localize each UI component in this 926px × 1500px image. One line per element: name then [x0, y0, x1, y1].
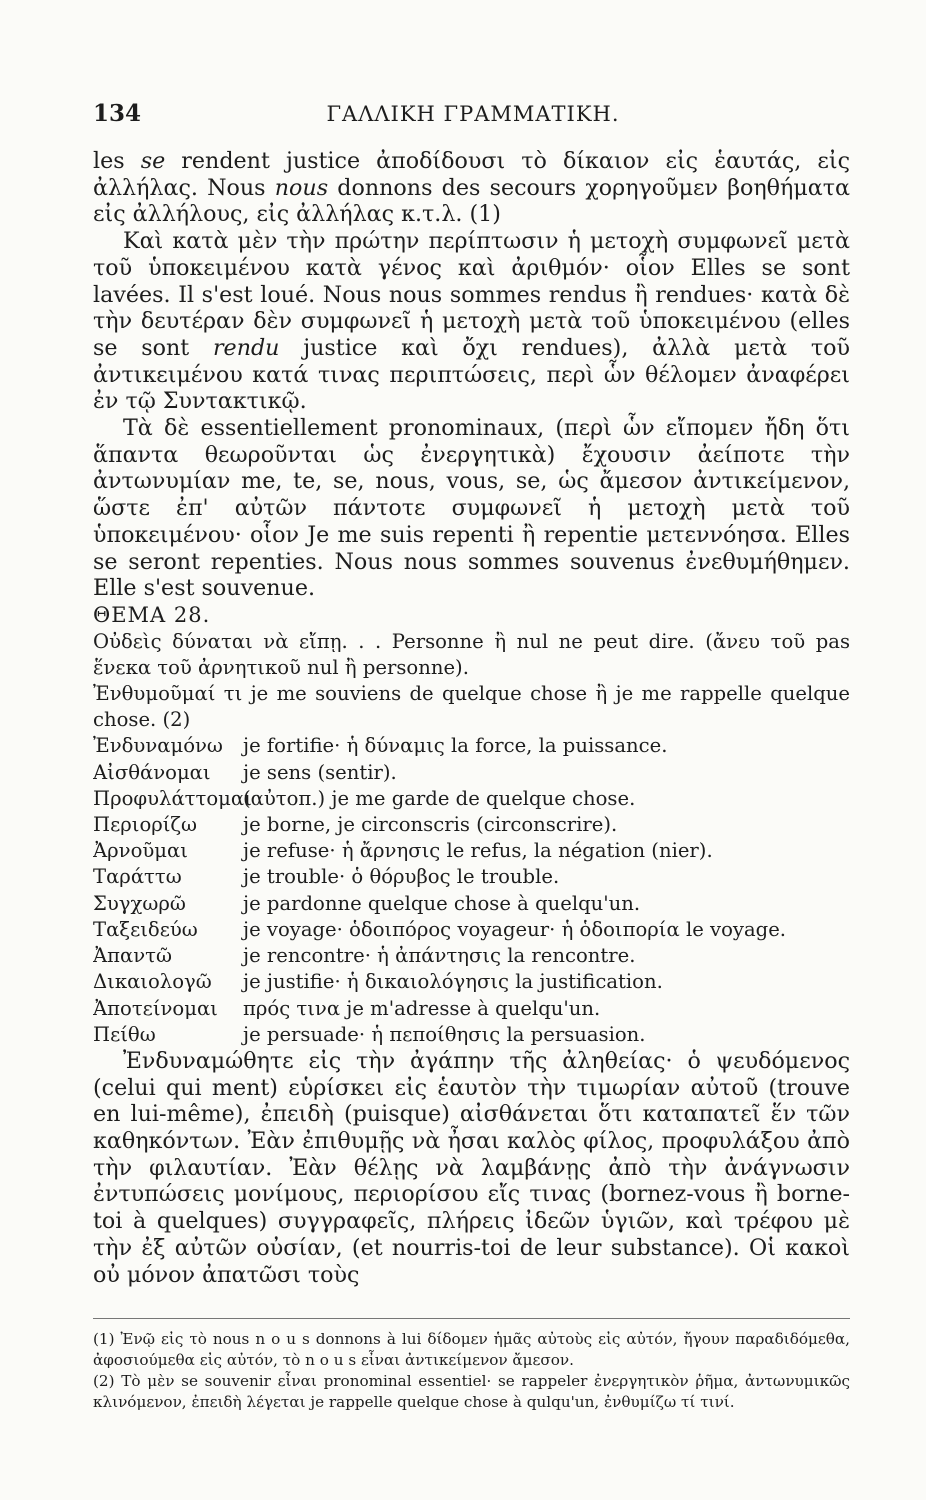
vocabulary-section — [93, 629, 850, 1048]
text-run: Τὰ δὲ essentiellement pronominaux, (περὶ ὧν εἴπομεν ἤδη ὅτι ἅπαντα θεωροῦνται ὡς ἐνεργητικὰ) ἔχουσιν ἀείποτε τὴν ἀντωνυμίαν me, te, se, nous, vous, se, ὡς ἄμεσον ἀντικείμενον, ὥστε ἐπ' αὐτῶν πάντοτε συμφωνεῖ ἡ μετοχὴ μετὰ τοῦ ὑποκειμένου· οἷον Je me suis repenti ἢ repentie μετεννόησα. Elles se seront repenties. Nous nous sommes souvenus ἐνεθυμήθημεν. Elle s'est souvenue. — [93, 415, 850, 602]
text-run: rendent justice ἀποδίδουσι τὸ δίκαιον εἰς ἑαυτάς, εἰς ἀλλήλας. Nous — [93, 148, 850, 201]
greek-term: Ἐνδυναμόνω — [93, 734, 223, 758]
text-run: justice καὶ ὄχι rendues), ἀλλὰ μετὰ τοῦ ἀντικειμένου κατά τινας περιπτώσεις, περὶ ὧν θέλομεν ἀναφέρει ἐν τῷ Συντακτικῷ. — [93, 334, 850, 415]
greek-term: Ἀποτείνομαι — [93, 996, 218, 1020]
greek-term: Ταξειδεύω — [93, 917, 198, 941]
page-number: 134 — [93, 100, 142, 127]
french-gloss: (αὐτοπ.) je me garde de quelque chose. — [243, 786, 636, 810]
greek-term: Ἀπαντῶ — [93, 944, 172, 968]
vocabulary-entry — [93, 733, 850, 759]
greek-term: Δικαιολογῶ — [93, 970, 212, 994]
french-gloss: πρός τινα je m'adresse à quelqu'un. — [243, 996, 601, 1020]
italic-word: nous — [274, 174, 329, 201]
french-gloss: je trouble· ὁ θόρυβος le trouble. — [243, 865, 560, 889]
theme-intro-line: Οὐδεὶς δύναται νὰ εἴπῃ. . . Personne ἢ nul ne peut dire. (ἄνευ τοῦ pas ἕνεκα τοῦ ἀρνητικοῦ nul ἢ personne). — [93, 629, 850, 679]
greek-term: Ταράττω — [93, 865, 182, 889]
french-gloss: je persuade· ἡ πεποίθησις la persuasion. — [243, 1022, 646, 1046]
text-run: donnons des secours χορηγοῦμεν βοηθήματα εἰς ἀλλήλους, εἰς ἀλλήλας κ.τ.λ. (1) — [93, 174, 850, 228]
vocabulary-entry — [93, 891, 850, 917]
theme-intro-line: Ἐνθυμοῦμαί τι je me souviens de quelque chose ἢ je me rappelle quelque chose. (2) — [93, 682, 850, 732]
paragraph — [93, 415, 850, 602]
french-gloss: je sens (sentir). — [243, 760, 397, 784]
footnote: (2) Τὸ μὲν se souvenir εἶναι pronominal essentiel· se rappeler ἐνεργητικὸν ῥῆμα, ἀντωνυμικῶς κλινόμενον, ἐπειδὴ λέγεται je rappelle quelque chose à qulqu'un, ἐνθυμίζω τί τινί. — [93, 1372, 850, 1411]
paragraph — [93, 148, 850, 228]
vocabulary-entry — [93, 786, 850, 812]
vocabulary-entry — [93, 760, 850, 786]
greek-term: Συγχωρῶ — [93, 891, 186, 915]
italic-word: se — [140, 148, 166, 174]
vocabulary-entry — [93, 838, 850, 864]
vocabulary-entry — [93, 969, 850, 995]
french-gloss: je fortifie· ἡ δύναμις la force, la puissance. — [243, 734, 668, 758]
page-header — [93, 100, 853, 140]
greek-term: Ἀρνοῦμαι — [93, 839, 188, 863]
vocabulary-entry — [93, 864, 850, 890]
greek-term: Αἰσθάνομαι — [93, 760, 211, 784]
theme-title: ΘΕΜΑ 28. — [93, 602, 211, 627]
vocabulary-entry — [93, 917, 850, 943]
text-run: Καὶ κατὰ μὲν τὴν πρώτην περίπτωσιν ἡ μετοχὴ συμφωνεῖ μετὰ τοῦ ὑποκειμένου κατὰ γένος καὶ ἀριθμόν· οἷον Elles se sont lavées. Il s'est loué. Nous nous sommes rendus ἢ rendues· κατὰ δὲ τὴν δευτέραν δὲν συμφωνεῖ ἡ μετοχὴ μετὰ τοῦ ὑποκειμένου (elles se sont — [93, 228, 850, 361]
paragraph — [93, 228, 850, 415]
french-gloss: je voyage· ὁδοιπόρος voyageur· ἡ ὁδοιπορία le voyage. — [243, 917, 787, 941]
french-gloss: je refuse· ἡ ἄρνησις le refus, la négation (nier). — [243, 839, 713, 863]
greek-term: Περιορίζω — [93, 813, 198, 837]
french-gloss: je pardonne quelque chose à quelqu'un. — [243, 891, 641, 915]
vocabulary-entry — [93, 1022, 850, 1048]
exercise-text: Ἐνδυναμώθητε εἰς τὴν ἀγάπην τῆς ἀληθείας· ὁ ψευδόμενος (celui qui ment) εὑρίσκει εἰς ἑαυτὸν τὴν τιμωρίαν αὐτοῦ (trouve en lui-même), ἐπειδὴ (puisque) αἰσθάνεται ὅτι καταπατεῖ ἕν τῶν καθηκόντων. Ἐὰν ἐπιθυμῇς νὰ ἦσαι καλὸς φίλος, προφυλάξου ἀπὸ τὴν φιλαυτίαν. Ἐὰν θέλῃς νὰ λαμβάνῃς ἀπὸ τὴν ἀνάγνωσιν ἐντυπώσεις μονίμους, περιορίσου εἴς τινας (bornez-vous ἢ borne-toi à quelques) συγγραφεῖς, πλήρεις ἰδεῶν ὑγιῶν, καὶ τρέφου μὲ τὴν ἐξ αὐτῶν οὐσίαν, (et nourris-toi de leur substance). Οἱ κακοὶ οὐ μόνον ἀπατῶσι τοὺς — [93, 1047, 850, 1288]
french-gloss: je justifie· ἡ δικαιολόγησις la justification. — [243, 970, 663, 994]
french-gloss: je rencontre· ἡ ἀπάντησις la rencontre. — [243, 944, 636, 968]
greek-term: Προφυλάττομαι — [93, 786, 252, 810]
body-text — [93, 148, 850, 1288]
italic-word: rendu — [212, 334, 280, 361]
vocabulary-entry — [93, 812, 850, 838]
vocabulary-list — [93, 733, 850, 1047]
vocabulary-entry — [93, 943, 850, 969]
running-title: ΓΑΛΛΙΚΗ ΓΡΑΜΜΑΤΙΚΗ. — [326, 102, 620, 126]
footnote: (1) Ἐνῷ εἰς τὸ nous n o u s donnons à lui δίδομεν ἡμᾶς αὐτοὺς εἰς αὐτόν, ἤγουν παραδιδόμεθα, ἀφοσιούμεθα εἰς αὐτόν, τὸ n o u s εἶναι ἀντικείμενον ἄμεσον. — [93, 1330, 850, 1369]
vocabulary-entry — [93, 996, 850, 1022]
footnotes — [93, 1318, 850, 1413]
greek-term: Πείθω — [93, 1022, 156, 1046]
french-gloss: je borne, je circonscris (circonscrire). — [243, 813, 618, 837]
text-run: les — [93, 148, 141, 174]
